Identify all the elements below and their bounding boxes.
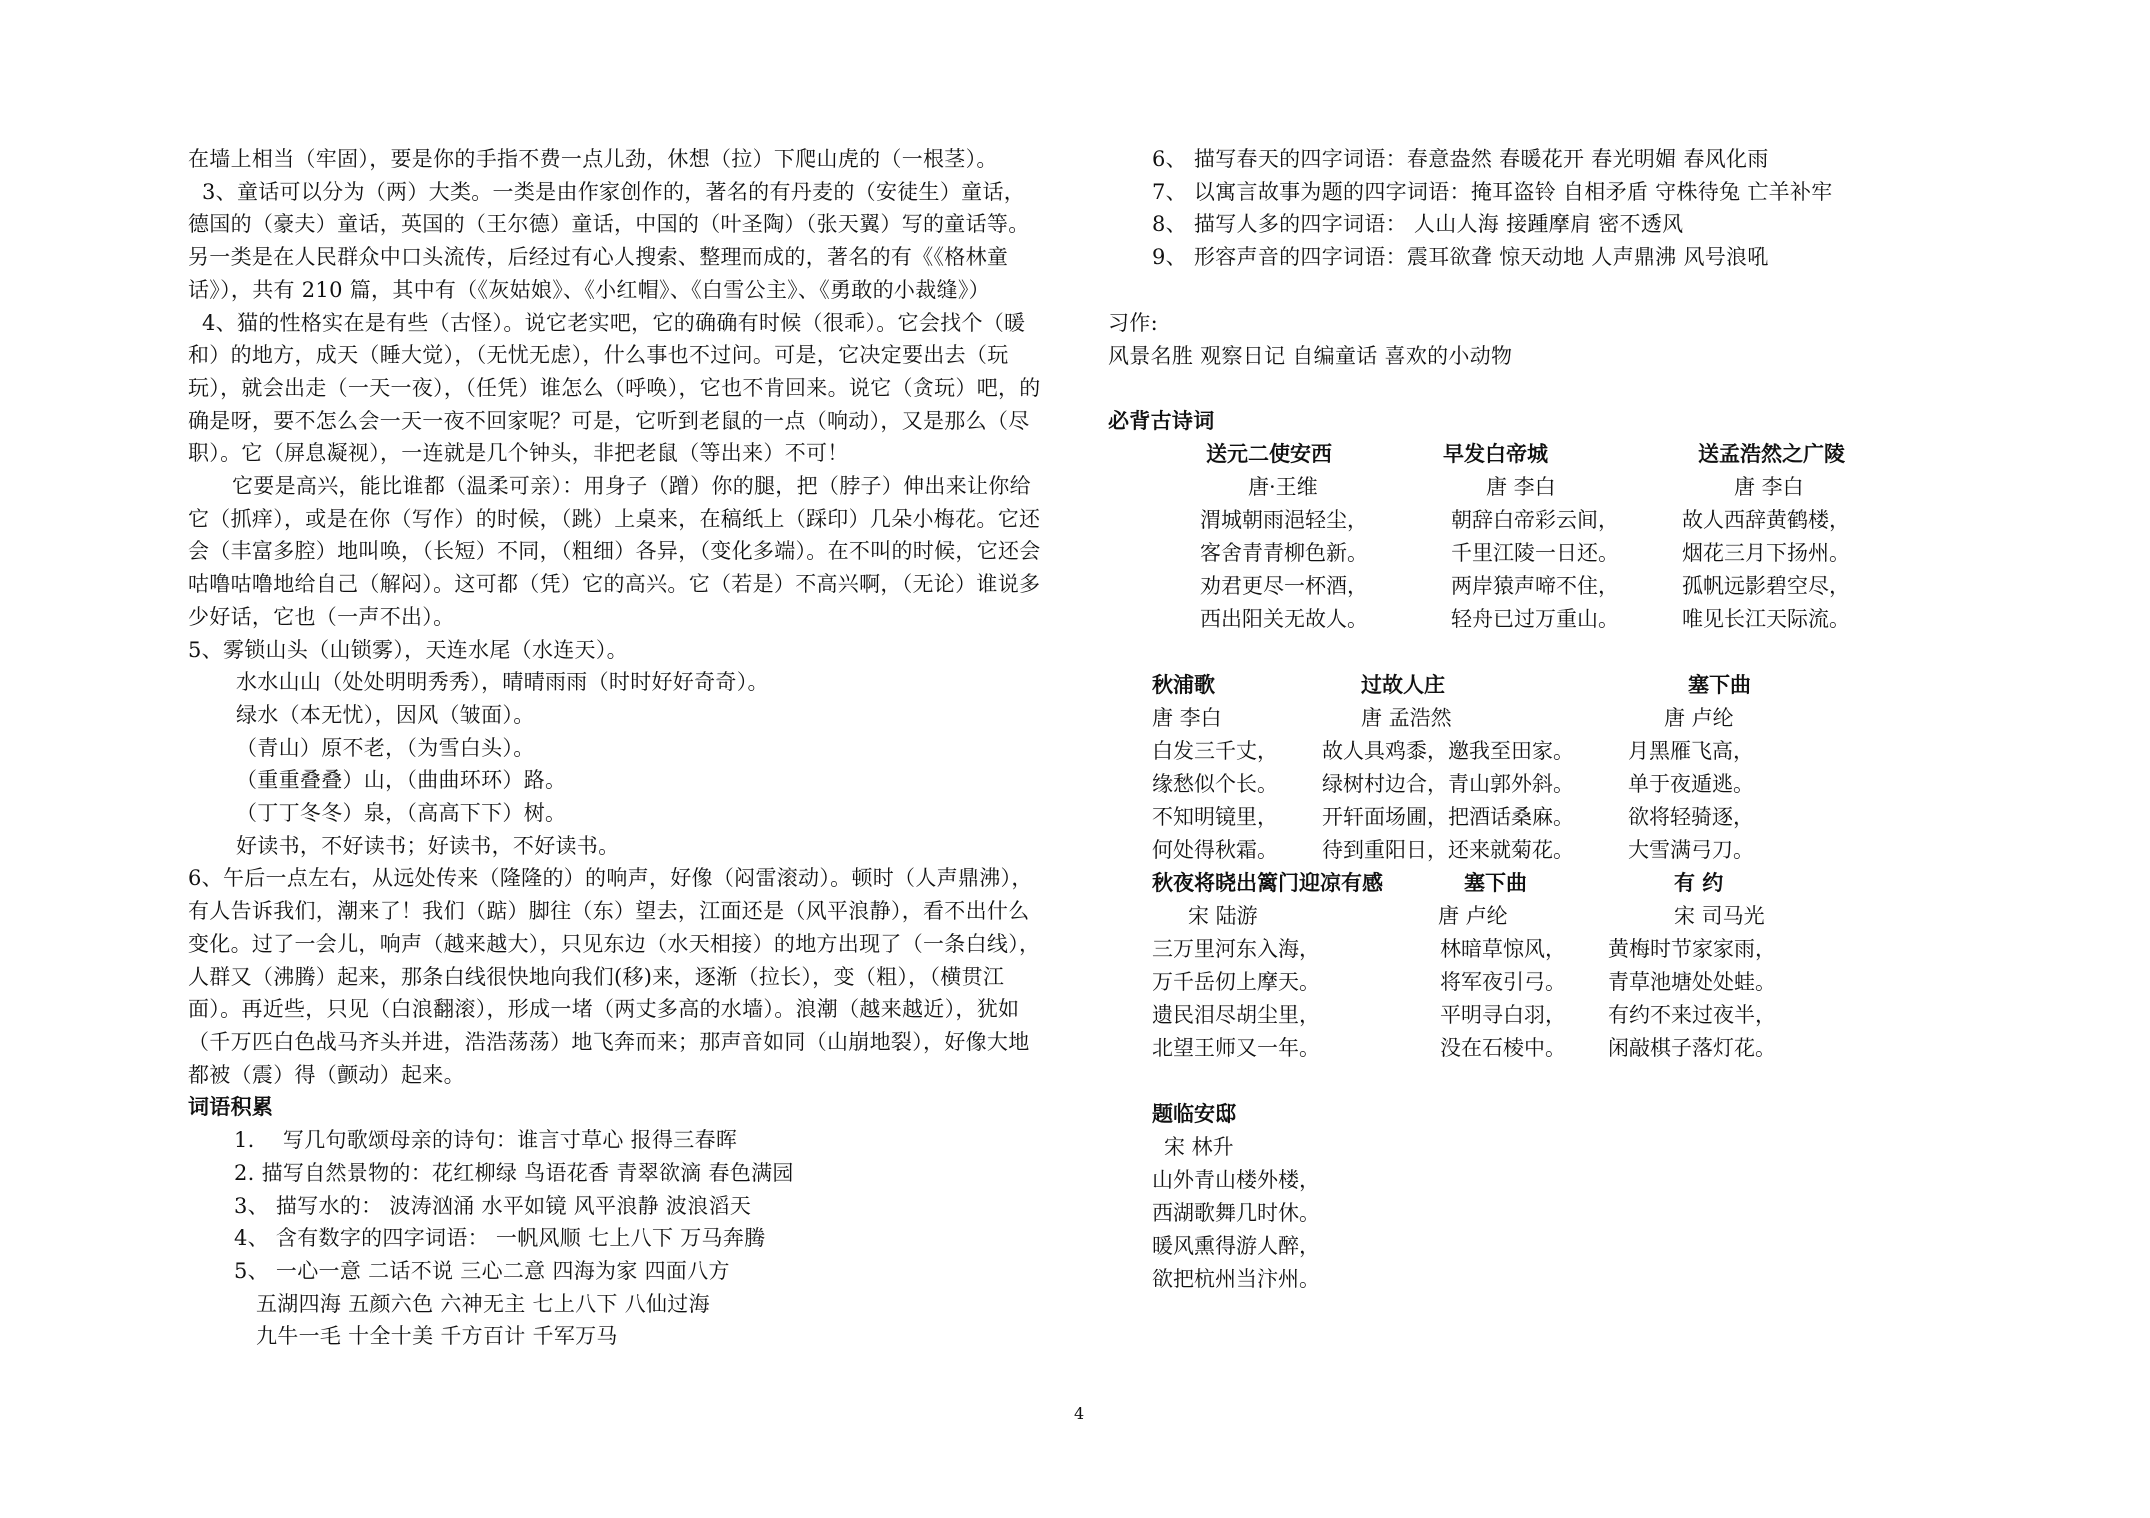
poem-line: 欲将轻骑逐， — [1628, 804, 1754, 829]
text-line: 少好话，它也（一声不出）。 — [188, 604, 455, 629]
poem-line: 千里江陵一日还。 — [1451, 540, 1619, 565]
poem-line: 西湖歌舞几时休。 — [1152, 1200, 1320, 1225]
poem-line: 孤帆远影碧空尽， — [1682, 573, 1850, 598]
poems-heading: 必背古诗词 — [1108, 409, 1215, 434]
left-column — [188, 143, 1068, 1353]
poem-line: 大雪满弓刀。 — [1628, 837, 1754, 862]
text-line: 德国的（豪夫）童话，英国的（王尔德）童话，中国的（叶圣陶）（张天翼）写的童话等。 — [188, 212, 1030, 237]
poem-author: 宋 陆游 — [1188, 903, 1258, 928]
text-line: 6、午后一点左右，从远处传来（隆隆的）的响声，好像（闷雷滚动）。顿时（人声鼎沸）， — [188, 866, 1033, 891]
poem-line: 开轩面场圃，把酒话桑麻。 — [1322, 804, 1574, 829]
text-line: 1. 写几句歌颂母亲的诗句：谁言寸草心 报得三春晖 — [234, 1128, 738, 1153]
text-line: 绿水（本无忧），因风（皱面）。 — [236, 702, 535, 727]
poem-title: 过故人庄 — [1361, 672, 1445, 697]
poem-line: 欲把杭州当汴州。 — [1152, 1266, 1320, 1291]
poem-group3-titles — [1108, 867, 2008, 900]
text-line: （丁丁冬冬）泉，（高高下下）树。 — [236, 801, 567, 826]
poem-author: 宋 司马光 — [1674, 903, 1765, 928]
poem-line: 青草池塘处处蛙。 — [1608, 969, 1776, 994]
poem-line: 烟花三月下扬州。 — [1682, 540, 1850, 565]
xizuo-list: 风景名胜 观察日记 自编童话 喜欢的小动物 — [1108, 343, 1513, 368]
poem-group4-author-row — [1108, 1131, 2008, 1164]
text-line: （千万匹白色战马齐头并进，浩浩荡荡）地飞奔而来；那声音如同（山崩地裂），好像大地 — [188, 1029, 1030, 1054]
text-line: 3、 描写水的： 波涛汹涌 水平如镜 风平浪静 波浪滔天 — [234, 1193, 752, 1218]
poem-group2-titles — [1108, 669, 2008, 702]
poem-line: 不知明镜里， — [1152, 804, 1278, 829]
poem-line: 何处得秋霜。 — [1152, 837, 1278, 862]
poem-line: 万千岳仞上摩天。 — [1152, 969, 1320, 994]
text-line: 4、猫的性格实在是有些（古怪）。说它老实吧，它的确确有时候（很乖）。它会找个（暖 — [202, 310, 1026, 335]
poem-line: 故人具鸡黍，邀我至田家。 — [1322, 738, 1574, 763]
poem-line-row — [1108, 768, 2008, 801]
poem-line-row — [1108, 537, 2008, 570]
text-line: 2. 描写自然景物的：花红柳绿 鸟语花香 青翠欲滴 春色满园 — [234, 1160, 794, 1185]
poem-line-row — [1108, 735, 2008, 768]
poem-title: 秋浦歌 — [1152, 672, 1215, 697]
poem-line: 白发三千丈， — [1152, 738, 1278, 763]
poem-line: 月黑雁飞高， — [1628, 738, 1754, 763]
poem-line: 单于夜遁逃。 — [1628, 771, 1754, 796]
poem-title: 有 约 — [1674, 870, 1724, 895]
poem-line-row — [1108, 603, 2008, 636]
text-line: 话》），共有 210 篇，其中有（《灰姑娘》、《小红帽》、《白雪公主》、《勇敢的小裁缝》） — [188, 277, 990, 302]
poem-line: 遗民泪尽胡尘里， — [1152, 1002, 1320, 1027]
poem-line: 北望王师又一年。 — [1152, 1035, 1320, 1060]
poem-line: 山外青山楼外楼， — [1152, 1167, 1320, 1192]
poem-line: 平明寻白羽， — [1440, 1002, 1566, 1027]
poem-line: 唯见长江天际流。 — [1682, 606, 1850, 631]
poem-line: 暖风熏得游人醉， — [1152, 1233, 1320, 1258]
text-line: 和）的地方，成天（睡大觉），（无忧无虑），什么事也不过问。可是，它决定要出去（玩 — [188, 343, 1009, 368]
poem-title: 早发白帝城 — [1443, 441, 1548, 466]
poem-line: 林暗草惊风， — [1440, 936, 1566, 961]
poem-group2-authors — [1108, 702, 2008, 735]
right-column — [1108, 143, 2008, 1296]
poem-group1-titles — [1108, 438, 2008, 471]
poem-line-row — [1108, 933, 2008, 966]
poem-line-row — [1108, 999, 2008, 1032]
poem-line: 西出阳关无故人。 — [1200, 606, 1368, 631]
poem-line: 有约不来过夜半， — [1608, 1002, 1776, 1027]
poem-line: 轻舟已过万重山。 — [1451, 606, 1619, 631]
poem-author: 唐 孟浩然 — [1361, 705, 1452, 730]
text-line: 4、 含有数字的四字词语： 一帆风顺 七上八下 万马奔腾 — [234, 1226, 766, 1251]
poem-line-row — [1108, 1032, 2008, 1065]
poem-title: 送元二使安西 — [1206, 441, 1332, 466]
poem-line-row — [1108, 1197, 2008, 1230]
poem-line: 故人西辞黄鹤楼， — [1682, 507, 1850, 532]
page-number: 4 — [1074, 1404, 1085, 1423]
poem-line-row — [1108, 1164, 2008, 1197]
poem-line-row — [1108, 570, 2008, 603]
poem-line: 闲敲棋子落灯花。 — [1608, 1035, 1776, 1060]
idiom-item-7: 7、 以寓言故事为题的四字词语：掩耳盗铃 自相矛盾 守株待兔 亡羊补牢 — [1152, 179, 1833, 204]
poem-line: 两岸猿声啼不住， — [1451, 573, 1619, 598]
text-line: 变化。过了一会儿，响声（越来越大），只见东边（水天相接）的地方出现了（一条白线）， — [188, 931, 1041, 956]
section-heading: 词语积累 — [188, 1095, 274, 1120]
poem-title: 送孟浩然之广陵 — [1698, 441, 1845, 466]
xizuo-label: 习作: — [1108, 310, 1158, 335]
poem-author: 唐 卢纶 — [1438, 903, 1508, 928]
poem-line-row — [1108, 801, 2008, 834]
poem-line: 没在石棱中。 — [1440, 1035, 1566, 1060]
poem-line-row — [1108, 966, 2008, 999]
poem-line-row — [1108, 1230, 2008, 1263]
poem-line: 朝辞白帝彩云间， — [1451, 507, 1619, 532]
text-line: 5、雾锁山头（山锁雾），天连水尾（水连天）。 — [188, 637, 628, 662]
idiom-item-9: 9、 形容声音的四字词语：震耳欲聋 惊天动地 人声鼎沸 风号浪吼 — [1152, 245, 1769, 270]
text-line: 另一类是在人民群众中口头流传，后经过有心人搜索、整理而成的，著名的有《《格林童 — [188, 245, 1009, 270]
poem-title: 塞下曲 — [1464, 870, 1527, 895]
poem-group1-authors — [1108, 471, 2008, 504]
poem-author: 唐 李白 — [1152, 705, 1222, 730]
poem-title: 塞下曲 — [1688, 672, 1751, 697]
text-line: 玩），就会出走（一天一夜），（任凭）谁怎么（呼唤），它也不肯回来。说它（贪玩）吧，的 — [188, 375, 1041, 400]
text-line: （青山）原不老，（为雪白头）。 — [236, 735, 535, 760]
poem-line-row — [1108, 504, 2008, 537]
poem-author: 唐 卢纶 — [1664, 705, 1734, 730]
text-line: 在墙上相当（牢固），要是你的手指不费一点儿劲，休想（拉）下爬山虎的（一根茎）。 — [188, 147, 998, 171]
poem-line-row — [1108, 1263, 2008, 1296]
poem-line: 三万里河东入海， — [1152, 936, 1320, 961]
poem-line: 绿树村边合，青山郭外斜。 — [1322, 771, 1574, 796]
poem-author: 唐 李白 — [1486, 474, 1556, 499]
text-line: 3、童话可以分为（两）大类。一类是由作家创作的，著名的有丹麦的（安徒生）童话， — [202, 179, 1026, 204]
poem-line: 黄梅时节家家雨， — [1608, 936, 1776, 961]
text-line: 人群又（沸腾）起来，那条白线很快地向我们(移)来，逐渐（拉长），变（粗），（横贯江 — [188, 964, 1005, 989]
poem-line: 渭城朝雨浥轻尘， — [1200, 507, 1368, 532]
poem-group4-title-row — [1108, 1098, 2008, 1131]
poem-author: 宋 林升 — [1164, 1134, 1234, 1159]
idiom-item-8: 8、 描写人多的四字词语： 人山人海 接踵摩肩 密不透风 — [1152, 212, 1684, 237]
poem-line: 客舍青青柳色新。 — [1200, 540, 1368, 565]
poem-author: 唐·王维 — [1248, 474, 1318, 499]
text-line: 面）。再近些，只见（白浪翻滚），形成一堵（两丈多高的水墙）。浪潮（越来越近），犹如 — [188, 997, 1020, 1022]
poem-line: 待到重阳日，还来就菊花。 — [1322, 837, 1574, 862]
poem-author: 唐 李白 — [1734, 474, 1804, 499]
poem-line: 将军夜引弓。 — [1440, 969, 1566, 994]
text-line: 好读书，不好读书；好读书，不好读书。 — [236, 833, 620, 858]
poem-line: 劝君更尽一杯酒， — [1200, 573, 1368, 598]
text-line: 有人告诉我们，潮来了！我们（踮）脚往（东）望去，江面还是（风平浪静），看不出什么 — [188, 899, 1030, 924]
text-line: 都被（震）得（颤动）起来。 — [188, 1062, 465, 1087]
text-line: 会（丰富多腔）地叫唤，（长短）不同，（粗细）各异，（变化多端）。在不叫的时候，它还会 — [188, 539, 1041, 564]
text-line: 职）。它（屏息凝视），一连就是几个钟头，非把老鼠（等出来）不可！ — [188, 441, 849, 466]
text-line: 5、 一心一意 二话不说 三心二意 四海为家 四面八方 — [234, 1258, 730, 1283]
poem-line-row — [1108, 834, 2008, 867]
text-line: 咕噜咕噜地给自己（解闷）。这可都（凭）它的高兴。它（若是）不高兴啊，（无论）谁说多 — [188, 572, 1041, 597]
text-line: （重重叠叠）山，（曲曲环环）路。 — [236, 768, 567, 793]
poem-line: 缘愁似个长。 — [1152, 771, 1278, 796]
text-line: 九牛一毛 十全十美 千方百计 千军万马 — [256, 1324, 618, 1349]
text-line: 五湖四海 五颜六色 六神无主 七上八下 八仙过海 — [256, 1291, 710, 1316]
text-line: 水水山山（处处明明秀秀），晴晴雨雨（时时好好奇奇）。 — [236, 670, 769, 695]
idiom-item-6: 6、 描写春天的四字词语：春意盎然 春暖花开 春光明媚 春风化雨 — [1152, 147, 1769, 171]
text-line: 确是呀，要不怎么会一天一夜不回家呢？可是，它听到老鼠的一点（响动），又是那么（尽 — [188, 408, 1030, 433]
poem-group3-authors — [1108, 900, 2008, 933]
poem-title: 秋夜将晓出篱门迎凉有感 — [1152, 870, 1383, 895]
poem-title: 题临安邸 — [1152, 1101, 1236, 1126]
text-line: 它要是高兴，能比谁都（温柔可亲）：用身子（蹭）你的腿，把（脖子）伸出来让你给 — [232, 474, 1031, 499]
text-line: 它（抓痒），或是在你（写作）的时候，（跳）上桌来，在稿纸上（踩印）几朵小梅花。它还 — [188, 506, 1041, 531]
